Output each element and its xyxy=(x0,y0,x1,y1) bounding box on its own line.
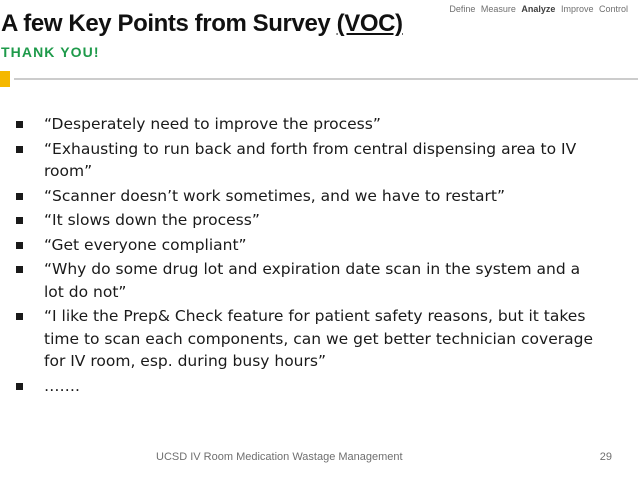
bullet-text: “Get everyone compliant” xyxy=(44,235,247,254)
square-bullet-icon xyxy=(16,146,23,153)
bullet-text: ……. xyxy=(44,376,80,395)
title-main: A few Key Points from Survey xyxy=(1,10,331,37)
bullet-item xyxy=(14,185,604,208)
slide-subtitle: THANK YOU! xyxy=(1,44,100,60)
slide-title xyxy=(1,10,403,38)
bullet-list xyxy=(14,113,604,399)
bullet-item xyxy=(14,258,604,303)
nav-measure: Measure xyxy=(480,4,516,14)
bullet-item xyxy=(14,375,604,398)
bullet-item xyxy=(14,209,604,232)
square-bullet-icon xyxy=(16,266,23,273)
square-bullet-icon xyxy=(16,313,23,320)
bullet-text: “I like the Prep& Check feature for patient safety reasons, but it takes time to scan each components, can we get better technician coverage for IV room, esp. during busy hours” xyxy=(44,307,593,370)
dmaic-nav xyxy=(446,4,628,14)
bullet-text: “Desperately need to improve the process” xyxy=(44,115,381,133)
bullet-item xyxy=(14,113,604,136)
square-bullet-icon xyxy=(16,121,23,128)
square-bullet-icon xyxy=(16,217,23,224)
accent-bar xyxy=(0,71,10,87)
nav-improve: Improve xyxy=(560,4,594,14)
bullet-text: “Why do some drug lot and expiration date scan in the system and a lot do not” xyxy=(44,260,581,301)
nav-control: Control xyxy=(598,4,628,14)
bullet-item xyxy=(14,234,604,257)
page-number: 29 xyxy=(599,451,612,463)
bullet-text: “It slows down the process” xyxy=(44,211,260,229)
bullet-item xyxy=(14,305,604,373)
title-voc: (VOC) xyxy=(336,10,403,37)
square-bullet-icon xyxy=(16,242,23,249)
divider xyxy=(14,78,638,80)
nav-analyze: Analyze xyxy=(521,4,556,14)
bullet-text: “Scanner doesn’t work sometimes, and we have to restart” xyxy=(44,186,506,205)
square-bullet-icon xyxy=(16,193,23,200)
bullet-item xyxy=(14,138,604,183)
square-bullet-icon xyxy=(16,383,23,390)
bullet-text: “Exhausting to run back and forth from central dispensing area to IV room” xyxy=(44,139,577,180)
nav-define: Define xyxy=(449,4,476,14)
footer-text: UCSD IV Room Medication Wastage Management xyxy=(156,451,403,463)
